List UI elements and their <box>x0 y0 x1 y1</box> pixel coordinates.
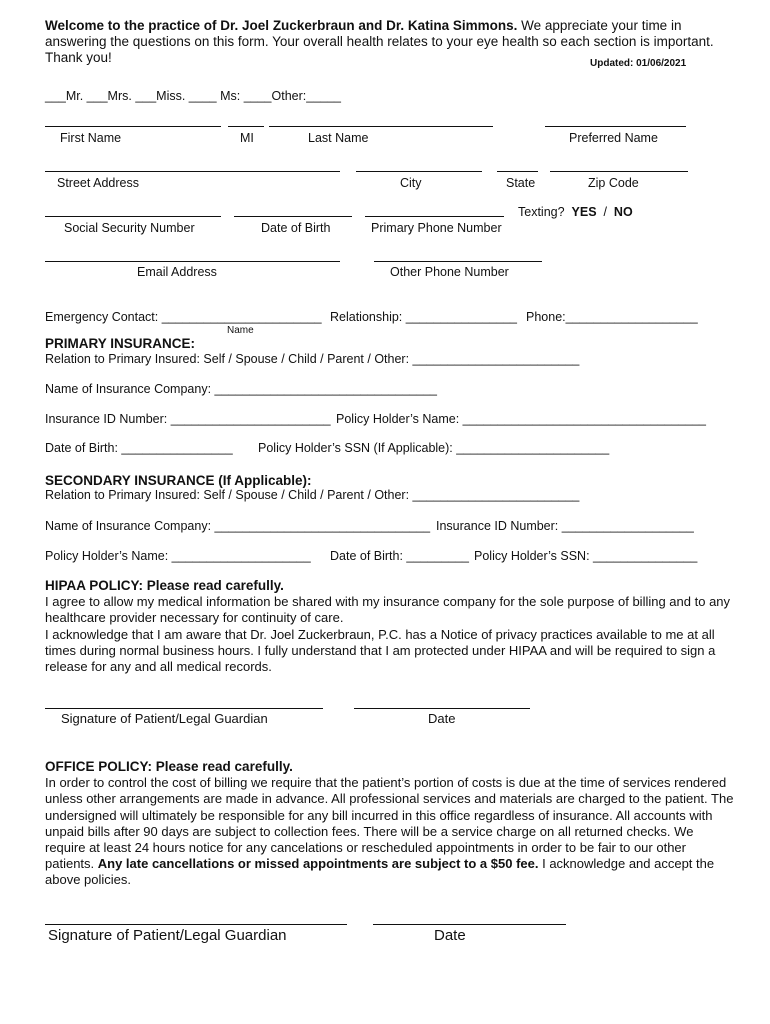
street-field[interactable] <box>45 171 340 172</box>
first-name-field[interactable] <box>45 126 221 127</box>
secondary-holder-ssn-field[interactable]: Policy Holder’s SSN: _______________ <box>474 549 698 563</box>
office-signature-label: Signature of Patient/Legal Guardian <box>48 927 287 944</box>
updated-date: Updated: 01/06/2021 <box>590 58 687 69</box>
office-policy-fee-notice: Any late cancellations or missed appointments are subject to a $50 fee. <box>97 856 539 872</box>
ssn-field[interactable] <box>45 216 221 217</box>
state-label: State <box>506 176 536 190</box>
secondary-id-field[interactable]: Insurance ID Number: ___________________ <box>436 519 694 533</box>
relationship-field[interactable]: Relationship: ________________ <box>330 310 517 324</box>
primary-phone-label: Primary Phone Number <box>371 221 502 235</box>
primary-insurance-heading: PRIMARY INSURANCE: <box>45 336 196 351</box>
preferred-name-field[interactable] <box>545 126 686 127</box>
office-signature-field[interactable] <box>45 924 347 925</box>
emergency-name-caption: Name <box>227 325 254 336</box>
zip-label: Zip Code <box>588 176 639 190</box>
secondary-relation-field[interactable]: Relation to Primary Insured: Self / Spouse / Child / Parent / Other: ________________________ <box>45 488 580 502</box>
primary-holder-name-field[interactable]: Policy Holder’s Name: ___________________________________ <box>336 412 706 426</box>
dob-label: Date of Birth <box>261 221 331 235</box>
hipaa-section <box>45 578 735 675</box>
hipaa-date-field[interactable] <box>354 708 530 709</box>
primary-id-field[interactable]: Insurance ID Number: _______________________ <box>45 412 331 426</box>
street-label: Street Address <box>57 176 139 190</box>
hipaa-paragraph-1: I agree to allow my medical information be shared with my insurance company for the sole purpose of billing and to any healthcare provider necessary for continuity of care. <box>45 594 731 626</box>
email-label: Email Address <box>137 265 217 279</box>
texting-slash: / <box>603 205 607 219</box>
dob-field[interactable] <box>234 216 352 217</box>
mi-field[interactable] <box>228 126 264 127</box>
secondary-holder-name-field[interactable]: Policy Holder’s Name: ____________________ <box>45 549 311 563</box>
email-field[interactable] <box>45 261 340 262</box>
other-phone-field[interactable] <box>374 261 542 262</box>
office-policy-heading: OFFICE POLICY: Please read carefully. <box>45 759 293 774</box>
secondary-company-field[interactable]: Name of Insurance Company: _______________________________ <box>45 519 431 533</box>
office-date-label: Date <box>434 927 466 944</box>
first-name-label: First Name <box>60 131 122 145</box>
office-date-field[interactable] <box>373 924 566 925</box>
zip-field[interactable] <box>550 171 688 172</box>
secondary-dob-field[interactable]: Date of Birth: _________ <box>330 549 469 563</box>
mi-label: MI <box>240 131 254 145</box>
city-field[interactable] <box>356 171 482 172</box>
primary-dob-field[interactable]: Date of Birth: ________________ <box>45 441 233 455</box>
primary-holder-ssn-field[interactable]: Policy Holder’s SSN (If Applicable): ______________________ <box>258 441 610 455</box>
office-policy-text-1: In order to control the cost of billing we require that the patient’s portion of costs is due at the time of services rendered unless other arrangements are made in advance. All professional services and materials are charged to the patient. The undersigned will ultimately be responsible for any bill incurred in this office regardless of insurance. All accounts with unpaid bills after 90 days are subject to collection fees. There will be a service charge on all returned checks. We require at least 24 hours notice for any cancelations or rescheduled appointments in order to be fair to our other patients. <box>45 775 734 872</box>
last-name-label: Last Name <box>308 131 369 145</box>
intro-text: We appreciate your time in answering the questions on this form. Your overall health relates to your eye health so each section is important. Thank you! <box>45 18 714 65</box>
last-name-field[interactable] <box>269 126 493 127</box>
texting-yes-option[interactable]: YES <box>571 205 597 219</box>
texting-no-option[interactable]: NO <box>613 205 633 219</box>
texting-label: Texting? <box>518 205 565 219</box>
hipaa-date-label: Date <box>428 711 456 726</box>
ssn-label: Social Security Number <box>64 221 195 235</box>
texting-question <box>518 205 633 220</box>
city-label: City <box>400 176 422 190</box>
emergency-phone-field[interactable]: Phone:___________________ <box>526 310 698 324</box>
office-policy-text-2: I acknowledge and accept the above policies. <box>45 856 715 888</box>
hipaa-heading: HIPAA POLICY: Please read carefully. <box>45 578 284 593</box>
primary-relation-field[interactable]: Relation to Primary Insured: Self / Spouse / Child / Parent / Other: ________________________ <box>45 352 580 366</box>
hipaa-signature-field[interactable] <box>45 708 323 709</box>
hipaa-signature-label: Signature of Patient/Legal Guardian <box>61 711 268 726</box>
emergency-contact-field[interactable]: Emergency Contact: _______________________ <box>45 310 322 324</box>
intro-bold: Welcome to the practice of Dr. Joel Zuckerbraun and Dr. Katina Simmons. <box>45 18 518 33</box>
office-policy-text <box>45 775 735 888</box>
primary-company-field[interactable]: Name of Insurance Company: ________________________________ <box>45 382 437 396</box>
primary-phone-field[interactable] <box>365 216 504 217</box>
secondary-insurance-heading: SECONDARY INSURANCE (If Applicable): <box>45 473 312 488</box>
state-field[interactable] <box>497 171 538 172</box>
office-policy-section <box>45 759 735 889</box>
hipaa-paragraph-2: I acknowledge that I am aware that Dr. Joel Zuckerbraun, P.C. has a Notice of privacy practices available to me at all times during normal business hours. I fully understand that I am protected under HIPAA and will be required to sign a release for any and all medical records. <box>45 626 716 675</box>
other-phone-label: Other Phone Number <box>390 265 509 279</box>
title-options[interactable]: ___Mr. ___Mrs. ___Miss. ____ Ms: ____Other:_____ <box>45 89 341 103</box>
preferred-name-label: Preferred Name <box>569 131 658 145</box>
